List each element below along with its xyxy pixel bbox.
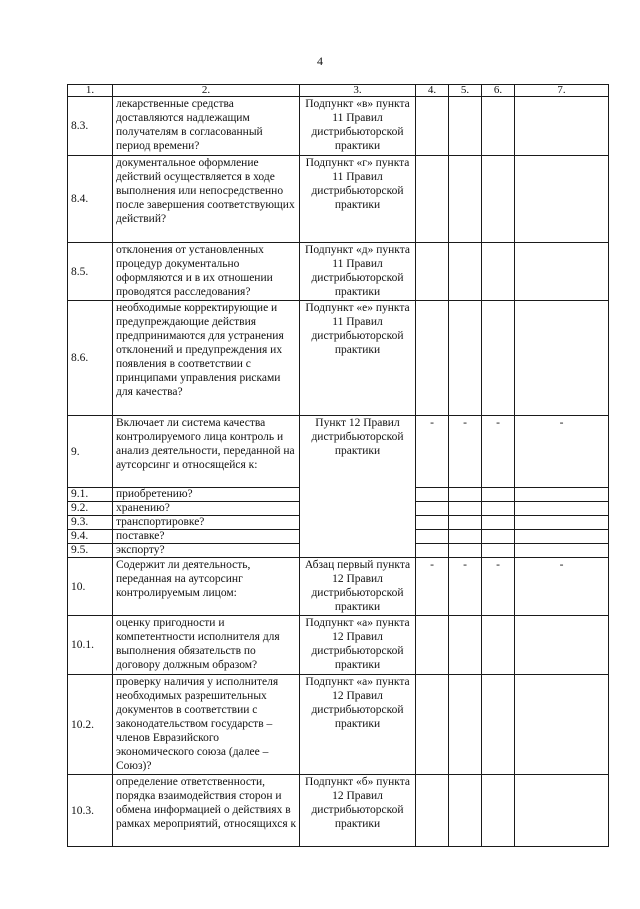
row-number: 9.2. [68, 502, 113, 516]
row-number: 8.6. [68, 301, 113, 416]
row-number: 9. [68, 416, 113, 488]
question-text: приобретению? [113, 488, 300, 502]
question-text: экспорту? [113, 544, 300, 558]
table-row [68, 97, 609, 156]
legal-reference: Подпункт «б» пункта 12 Правил дистрибьюторской практики [300, 775, 416, 847]
row-number: 10.2. [68, 675, 113, 775]
answer-cell[interactable] [416, 675, 449, 775]
answer-cell[interactable] [482, 616, 515, 675]
answer-cell[interactable] [416, 544, 449, 558]
question-text: лекарственные средства доставляются надлежащим получателям в согласованный период времени? [113, 97, 300, 156]
column-header: 3. [300, 85, 416, 97]
answer-cell[interactable] [449, 616, 482, 675]
answer-cell[interactable] [416, 516, 449, 530]
column-header: 2. [113, 85, 300, 97]
answer-cell[interactable] [416, 775, 449, 847]
legal-reference: Абзац первый пункта 12 Правил дистрибьюторской практики [300, 558, 416, 616]
answer-cell[interactable] [449, 675, 482, 775]
row-number: 8.5. [68, 243, 113, 301]
answer-cell[interactable] [482, 530, 515, 544]
answer-cell[interactable] [482, 516, 515, 530]
question-text: отклонения от установленных процедур документально оформляются и в их отношении проводятся расследования? [113, 243, 300, 301]
table-row [68, 616, 609, 675]
table-row [68, 675, 609, 775]
note-cell[interactable] [515, 530, 609, 544]
question-text: определение ответственности, порядка взаимодействия сторон и обмена информацией о действиях в рамках мероприятий, относящихся к [113, 775, 300, 847]
answer-cell[interactable] [482, 544, 515, 558]
note-cell[interactable] [515, 544, 609, 558]
column-header: 4. [416, 85, 449, 97]
question-text: необходимые корректирующие и предупреждающие действия предпринимаются для устранения отклонений и предупреждения их появления в соответствии с принципами управления рисками для качества? [113, 301, 300, 416]
note-cell[interactable] [515, 488, 609, 502]
dash-cell: - [416, 558, 449, 616]
dash-cell: - [449, 558, 482, 616]
answer-cell[interactable] [416, 530, 449, 544]
answer-cell[interactable] [449, 530, 482, 544]
row-number: 8.4. [68, 156, 113, 243]
answer-cell[interactable] [482, 156, 515, 243]
answer-cell[interactable] [416, 156, 449, 243]
page-number: 4 [317, 54, 323, 68]
answer-cell[interactable] [449, 156, 482, 243]
row-number: 8.3. [68, 97, 113, 156]
table-header-row [68, 85, 609, 97]
answer-cell[interactable] [449, 488, 482, 502]
legal-reference: Подпункт «е» пункта 11 Правил дистрибьюторской практики [300, 301, 416, 416]
note-cell[interactable] [515, 97, 609, 156]
table-row [68, 775, 609, 847]
table-row [68, 558, 609, 616]
note-cell[interactable] [515, 516, 609, 530]
legal-reference: Подпункт «а» пункта 12 Правил дистрибьюторской практики [300, 616, 416, 675]
row-number: 9.5. [68, 544, 113, 558]
question-text: проверку наличия у исполнителя необходимых разрешительных документов в соответствии с законодательством государств – членов Евразийского экономического союза (далее – Союз)? [113, 675, 300, 775]
dash-cell: - [416, 416, 449, 488]
column-header: 6. [482, 85, 515, 97]
row-number: 9.4. [68, 530, 113, 544]
legal-reference: Пункт 12 Правил дистрибьюторской практики [300, 416, 416, 558]
question-text: документальное оформление действий осуществляется в ходе выполнения или непосредственно после завершения соответствующих действий? [113, 156, 300, 243]
note-cell[interactable] [515, 156, 609, 243]
note-cell[interactable] [515, 502, 609, 516]
note-cell[interactable] [515, 775, 609, 847]
row-number: 10. [68, 558, 113, 616]
dash-cell: - [449, 416, 482, 488]
row-number: 10.1. [68, 616, 113, 675]
note-cell[interactable] [515, 675, 609, 775]
checklist-table [67, 84, 609, 847]
answer-cell[interactable] [482, 301, 515, 416]
row-number: 9.3. [68, 516, 113, 530]
dash-cell: - [482, 558, 515, 616]
note-cell[interactable] [515, 301, 609, 416]
question-text: Содержит ли деятельность, переданная на аутсорсинг контролируемым лицом: [113, 558, 300, 616]
answer-cell[interactable] [482, 488, 515, 502]
dash-cell: - [482, 416, 515, 488]
answer-cell[interactable] [416, 243, 449, 301]
question-text: хранению? [113, 502, 300, 516]
table-row [68, 156, 609, 243]
answer-cell[interactable] [416, 488, 449, 502]
note-cell[interactable] [515, 616, 609, 675]
answer-cell[interactable] [449, 301, 482, 416]
answer-cell[interactable] [449, 502, 482, 516]
question-text: транспортировке? [113, 516, 300, 530]
column-header: 1. [68, 85, 113, 97]
answer-cell[interactable] [482, 97, 515, 156]
dash-cell: - [515, 558, 609, 616]
dash-cell: - [515, 416, 609, 488]
answer-cell[interactable] [482, 502, 515, 516]
question-text: оценку пригодности и компетентности исполнителя для выполнения обязательств по договору должным образом? [113, 616, 300, 675]
legal-reference: Подпункт «а» пункта 12 Правил дистрибьюторской практики [300, 675, 416, 775]
legal-reference: Подпункт «в» пункта 11 Правил дистрибьюторской практики [300, 97, 416, 156]
answer-cell[interactable] [482, 243, 515, 301]
column-header: 7. [515, 85, 609, 97]
answer-cell[interactable] [482, 775, 515, 847]
question-text: Включает ли система качества контролируемого лица контроль и анализ деятельности, переданной на аутсорсинг и относящейся к: [113, 416, 300, 488]
answer-cell[interactable] [416, 502, 449, 516]
answer-cell[interactable] [482, 675, 515, 775]
answer-cell[interactable] [449, 516, 482, 530]
answer-cell[interactable] [416, 301, 449, 416]
table-row [68, 301, 609, 416]
answer-cell[interactable] [449, 97, 482, 156]
row-number: 10.3. [68, 775, 113, 847]
column-header: 5. [449, 85, 482, 97]
answer-cell[interactable] [416, 616, 449, 675]
table-row [68, 243, 609, 301]
legal-reference: Подпункт «г» пункта 11 Правил дистрибьюторской практики [300, 156, 416, 243]
note-cell[interactable] [515, 243, 609, 301]
row-number: 9.1. [68, 488, 113, 502]
question-text: поставке? [113, 530, 300, 544]
legal-reference: Подпункт «д» пункта 11 Правил дистрибьюторской практики [300, 243, 416, 301]
answer-cell[interactable] [416, 97, 449, 156]
table-row [68, 416, 609, 488]
answer-cell[interactable] [449, 544, 482, 558]
answer-cell[interactable] [449, 775, 482, 847]
answer-cell[interactable] [449, 243, 482, 301]
